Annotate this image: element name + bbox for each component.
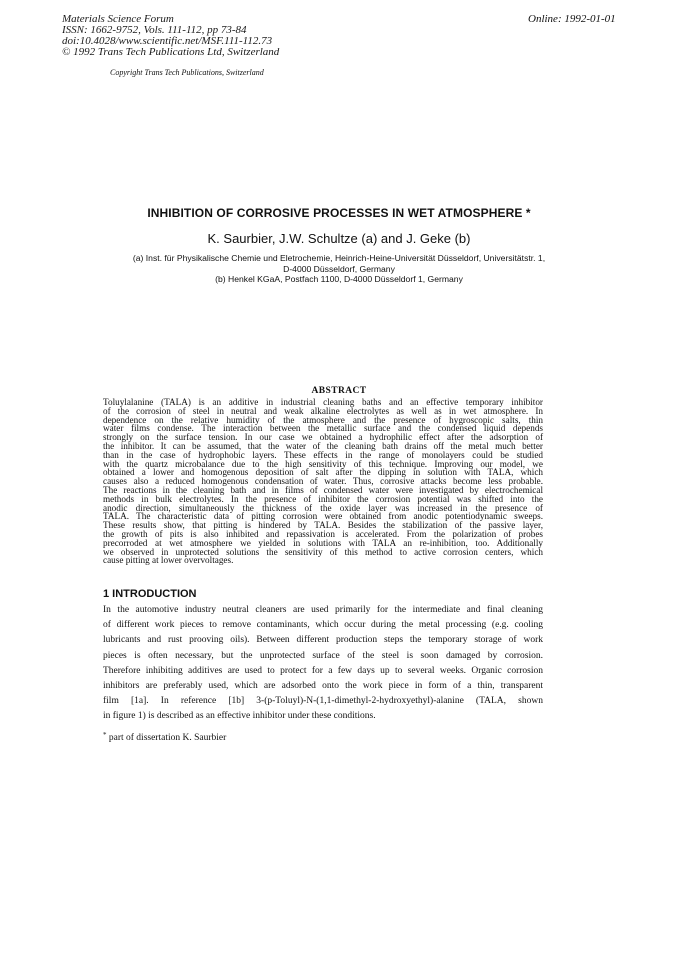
abstract-heading: ABSTRACT (311, 386, 367, 396)
doi-link[interactable]: doi:10.4028/www.scientific.net/MSF.111-112.73 (62, 35, 273, 47)
body-line: lubricants and rust prooving oils). Between different production steps the temporary storage of work (103, 635, 543, 646)
body-line: In the automotive industry neutral cleaners are used primarily for the intermediate and final cleaning (103, 605, 543, 615)
abstract-line: with the quartz microbalance due to the high sensitivity of this technique. Improving our model, we (103, 458, 543, 469)
abstract-line: Toluylalanine (TALA) is an additive in industrial cleaning baths and an effective temporary inhibitor (103, 397, 543, 407)
abstract-body (103, 398, 543, 565)
abstract-line: the growth of pits is also inhibited and repassivation is accelerated. From the polarization of probes (103, 528, 543, 539)
body-line: of different work pieces to remove contaminants, which occur during the metal processing (e.g. cooling (103, 620, 543, 631)
body-line: in figure 1) is described as an effective inhibitor under these conditions. (103, 711, 376, 722)
abstract-line: water films condense. The interaction between the metallic surface and the condensed liquid depends (103, 423, 543, 434)
abstract-line: TALA. The characteristic data of pitting corrosion were obtained from anodic potentiodynamic sweeps. (103, 511, 543, 522)
abstract-line: of the corrosion of steel in neutral and weak alkaline electrolytes as well as in wet atmosphere. In (103, 405, 543, 416)
abstract-line: methods in bulk electrolytes. In the presence of inhibitor the corrosion potential was shifted into the (103, 493, 543, 504)
abstract-line: precorroded at wet atmosphere we yielded in solutions with TALA an re-inhibition, too. Additionally (103, 537, 543, 548)
paper-title: INHIBITION OF CORROSIVE PROCESSES IN WET ATMOSPHERE * (147, 206, 531, 220)
affiliation-b: (b) Henkel KGaA, Postfach 1100, D-4000 Düsseldorf 1, Germany (215, 274, 463, 284)
body-line: pieces is often necessary, but the unprotected surface of the steel is soon damaged by corrosion. (103, 650, 543, 661)
footnote-marker: * (103, 731, 107, 739)
abstract-line: These results show, that pitting is hindered by TALA. Besides the stabilization of the passive layer, (103, 520, 543, 531)
copyright-notice: Copyright Trans Tech Publications, Switzerland (110, 68, 264, 77)
publisher-copyright-line: © 1992 Trans Tech Publications Ltd, Switzerland (62, 46, 280, 58)
footnote-text: part of dissertation K. Saurbier (108, 733, 227, 743)
abstract-line: dependence on the relative humidity of the atmosphere and the presence of hygroscopic salts, thin (103, 414, 543, 425)
issn-line: ISSN: 1662-9752, Vols. 111-112, pp 73-84 (62, 24, 247, 36)
section-heading-introduction: 1 INTRODUCTION (103, 588, 197, 600)
body-line: Therefore inhibiting additives are used to protect for a few days up to several weeks. Organic corrosion (103, 665, 543, 676)
abstract-line: The reactions in the cleaning bath and in films of condensed water were investigated by electrochemical (103, 484, 543, 495)
abstract-line: than in the case of hydrophobic layers. These effects in the range of monolayers could be studied (103, 449, 543, 460)
author-list: K. Saurbier, J.W. Schultze (a) and J. Geke (b) (207, 231, 471, 246)
abstract-line: causes also a reduced homogenous condensation of water. Thus, corrosive attacks become less probable. (103, 476, 543, 487)
abstract-line: cause pitting at lower overvoltages. (103, 555, 234, 566)
online-date: Online: 1992-01-01 (528, 13, 616, 25)
footnote (103, 731, 226, 743)
abstract-line: anodic direction, simultaneously the thickness of the oxide layer was increased in the presence of (103, 502, 543, 513)
abstract-line: the inhibitor. It can be assumed, that the water of the cleaning bath drains off the metal much better (103, 440, 543, 451)
abstract-line: we observed in unprotected solutions the sensitivity of this method to active corrosion centers, which (103, 546, 543, 557)
body-line: film [1a]. In reference [1b] 3-(p-Toluyl)-N-(1,1-dimethyl-2-hydroxyethyl)-alanine (TALA, shown (103, 696, 543, 707)
abstract-line: obtained a lower and homogenous deposition of salt after the dipping in solution with TALA, which (103, 467, 543, 478)
affiliation-a-line2: D-4000 Düsseldorf, Germany (283, 264, 395, 274)
journal-name: Materials Science Forum (62, 13, 174, 25)
body-line: inhibitors are preferably used, which are adsorbed onto the work piece in form of a thin, transparent (103, 681, 543, 692)
abstract-line: strongly on the surface tension. In our case we obtained a hydrophilic effect after the adsorption of (103, 432, 543, 443)
affiliation-a-line1: (a) Inst. für Physikalische Chemie und Eletrochemie, Heinrich-Heine-Universität Düsseldorf, Universitätstr. 1, (132, 253, 546, 263)
introduction-body (103, 603, 543, 725)
